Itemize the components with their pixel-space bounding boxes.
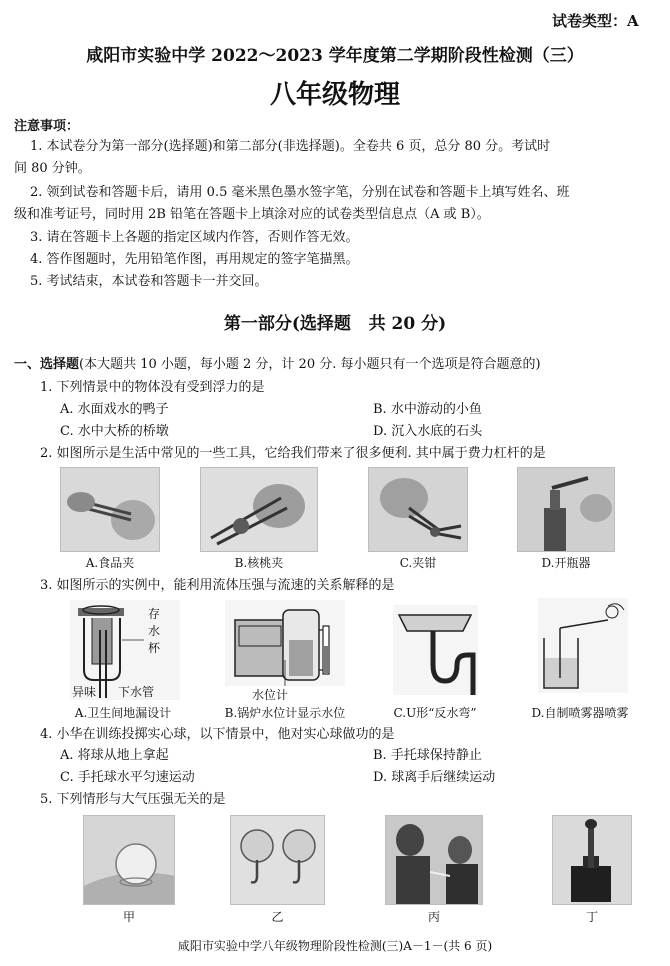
q5-caption-ding: 丁: [585, 910, 598, 924]
q3-label-bei: 杯: [148, 641, 161, 655]
q1-option-b: B. 水中游动的小鱼: [373, 402, 482, 417]
q3-image-sprayer: [538, 598, 628, 693]
q4-option-c: C. 手托球水平匀速运动: [60, 770, 195, 785]
q1-option-d: D. 沉入水底的石头: [373, 424, 483, 439]
q3-label-odor: 异味: [72, 685, 97, 699]
q2-image-pliers: [368, 467, 468, 552]
section-desc: (本大题共 10 小题，每小题 2 分，计 20 分. 每小题只有一个选项是符合题意的): [79, 357, 541, 372]
q2-stem: 2. 如图所示是生活中常见的一些工具，它给我们带来了很多便利. 其中属于费力杠杆的是: [40, 446, 546, 461]
q5-image-cupping: [83, 815, 175, 905]
part1-title: 第一部分(选择题 共 20 分): [223, 314, 447, 334]
q2-image-bottle-opener: [517, 467, 615, 552]
section-label: 一、选择题: [14, 357, 80, 372]
exam-title: 咸阳市实验中学 2022～2023 学年度第二学期阶段性检测（三）: [86, 46, 584, 66]
notice-item-3: 3. 请在答题卡上各题的指定区域内作答，否则作答无效。: [30, 230, 359, 245]
notice-heading: 注意事项：: [14, 119, 80, 134]
q5-image-ink-dropper: [552, 815, 632, 905]
q5-caption-bing: 丙: [427, 910, 440, 924]
exam-type-label: 试卷类型：A: [552, 12, 639, 30]
q4-option-d: D. 球离手后继续运动: [373, 770, 496, 785]
q3-caption-a: A.卫生间地漏设计: [74, 706, 172, 720]
q1-option-a: A. 水面戏水的鸭子: [60, 402, 169, 417]
q3-label-drainpipe: 下水管: [118, 685, 155, 699]
page-footer: 咸阳市实验中学八年级物理阶段性检测(三)A－1－(共 6 页): [177, 939, 493, 953]
notice-item-1-cont: 间 80 分钟。: [14, 161, 91, 176]
q5-caption-jia: 甲: [122, 910, 135, 924]
notice-item-2-cont: 级和准考证号，同时用 2B 铅笔在答题卡上填涂对应的试卷类型信息点（A 或 B）。: [14, 207, 490, 222]
q2-caption-a: A.食品夹: [85, 556, 135, 570]
q2-caption-b: B.核桃夹: [234, 556, 284, 570]
section-heading: [14, 356, 541, 374]
notice-item-2: 2. 领到试卷和答题卡后，请用 0.5 毫米黑色墨水签字笔，分别在试卷和答题卡上填写姓名、班: [30, 185, 570, 200]
q3-image-u-trap: [393, 605, 478, 695]
notice-item-4: 4. 答作图题时，先用铅笔作图，再用规定的签字笔描黑。: [30, 252, 359, 267]
q3-image-boiler: [225, 600, 345, 686]
q4-option-b: B. 手托球保持静止: [373, 748, 482, 763]
q5-caption-yi: 乙: [271, 910, 284, 924]
notice-item-1: 1. 本试卷分为第一部分(选择题)和第二部分(非选择题)。全卷共 6 页，总分 80 分。考试时: [30, 139, 551, 154]
q4-stem: 4. 小华在训练投掷实心球，以下情景中，他对实心球做功的是: [40, 727, 395, 742]
q3-caption-d: D.自制喷雾器喷雾: [531, 706, 629, 720]
q4-option-a: A. 将球从地上拿起: [60, 748, 169, 763]
q2-caption-c: C.夹钳: [399, 556, 437, 570]
q3-caption-c: C.U形“反水弯”: [393, 706, 477, 720]
q3-label-water-gauge: 水位计: [252, 688, 289, 702]
notice-item-5: 5. 考试结束，本试卷和答题卡一并交回。: [30, 274, 268, 289]
q2-caption-d: D.开瓶器: [541, 556, 591, 570]
q3-label-shui: 水: [148, 624, 161, 638]
q3-label-cun: 存: [148, 607, 161, 621]
q3-caption-b: B.锅炉水位计显示水位: [224, 706, 346, 720]
subject-title: 八年级物理: [269, 80, 400, 110]
q2-image-food-tongs: [60, 467, 160, 552]
q5-image-suction-hooks: [230, 815, 325, 905]
q2-image-nutcracker: [200, 467, 318, 552]
q5-image-injection: [385, 815, 483, 905]
q1-stem: 1. 下列情景中的物体没有受到浮力的是: [40, 380, 265, 395]
q1-option-c: C. 水中大桥的桥墩: [60, 424, 169, 439]
q5-stem: 5. 下列情形与大气压强无关的是: [40, 792, 226, 807]
q3-stem: 3. 如图所示的实例中，能利用流体压强与流速的关系解释的是: [40, 578, 395, 593]
